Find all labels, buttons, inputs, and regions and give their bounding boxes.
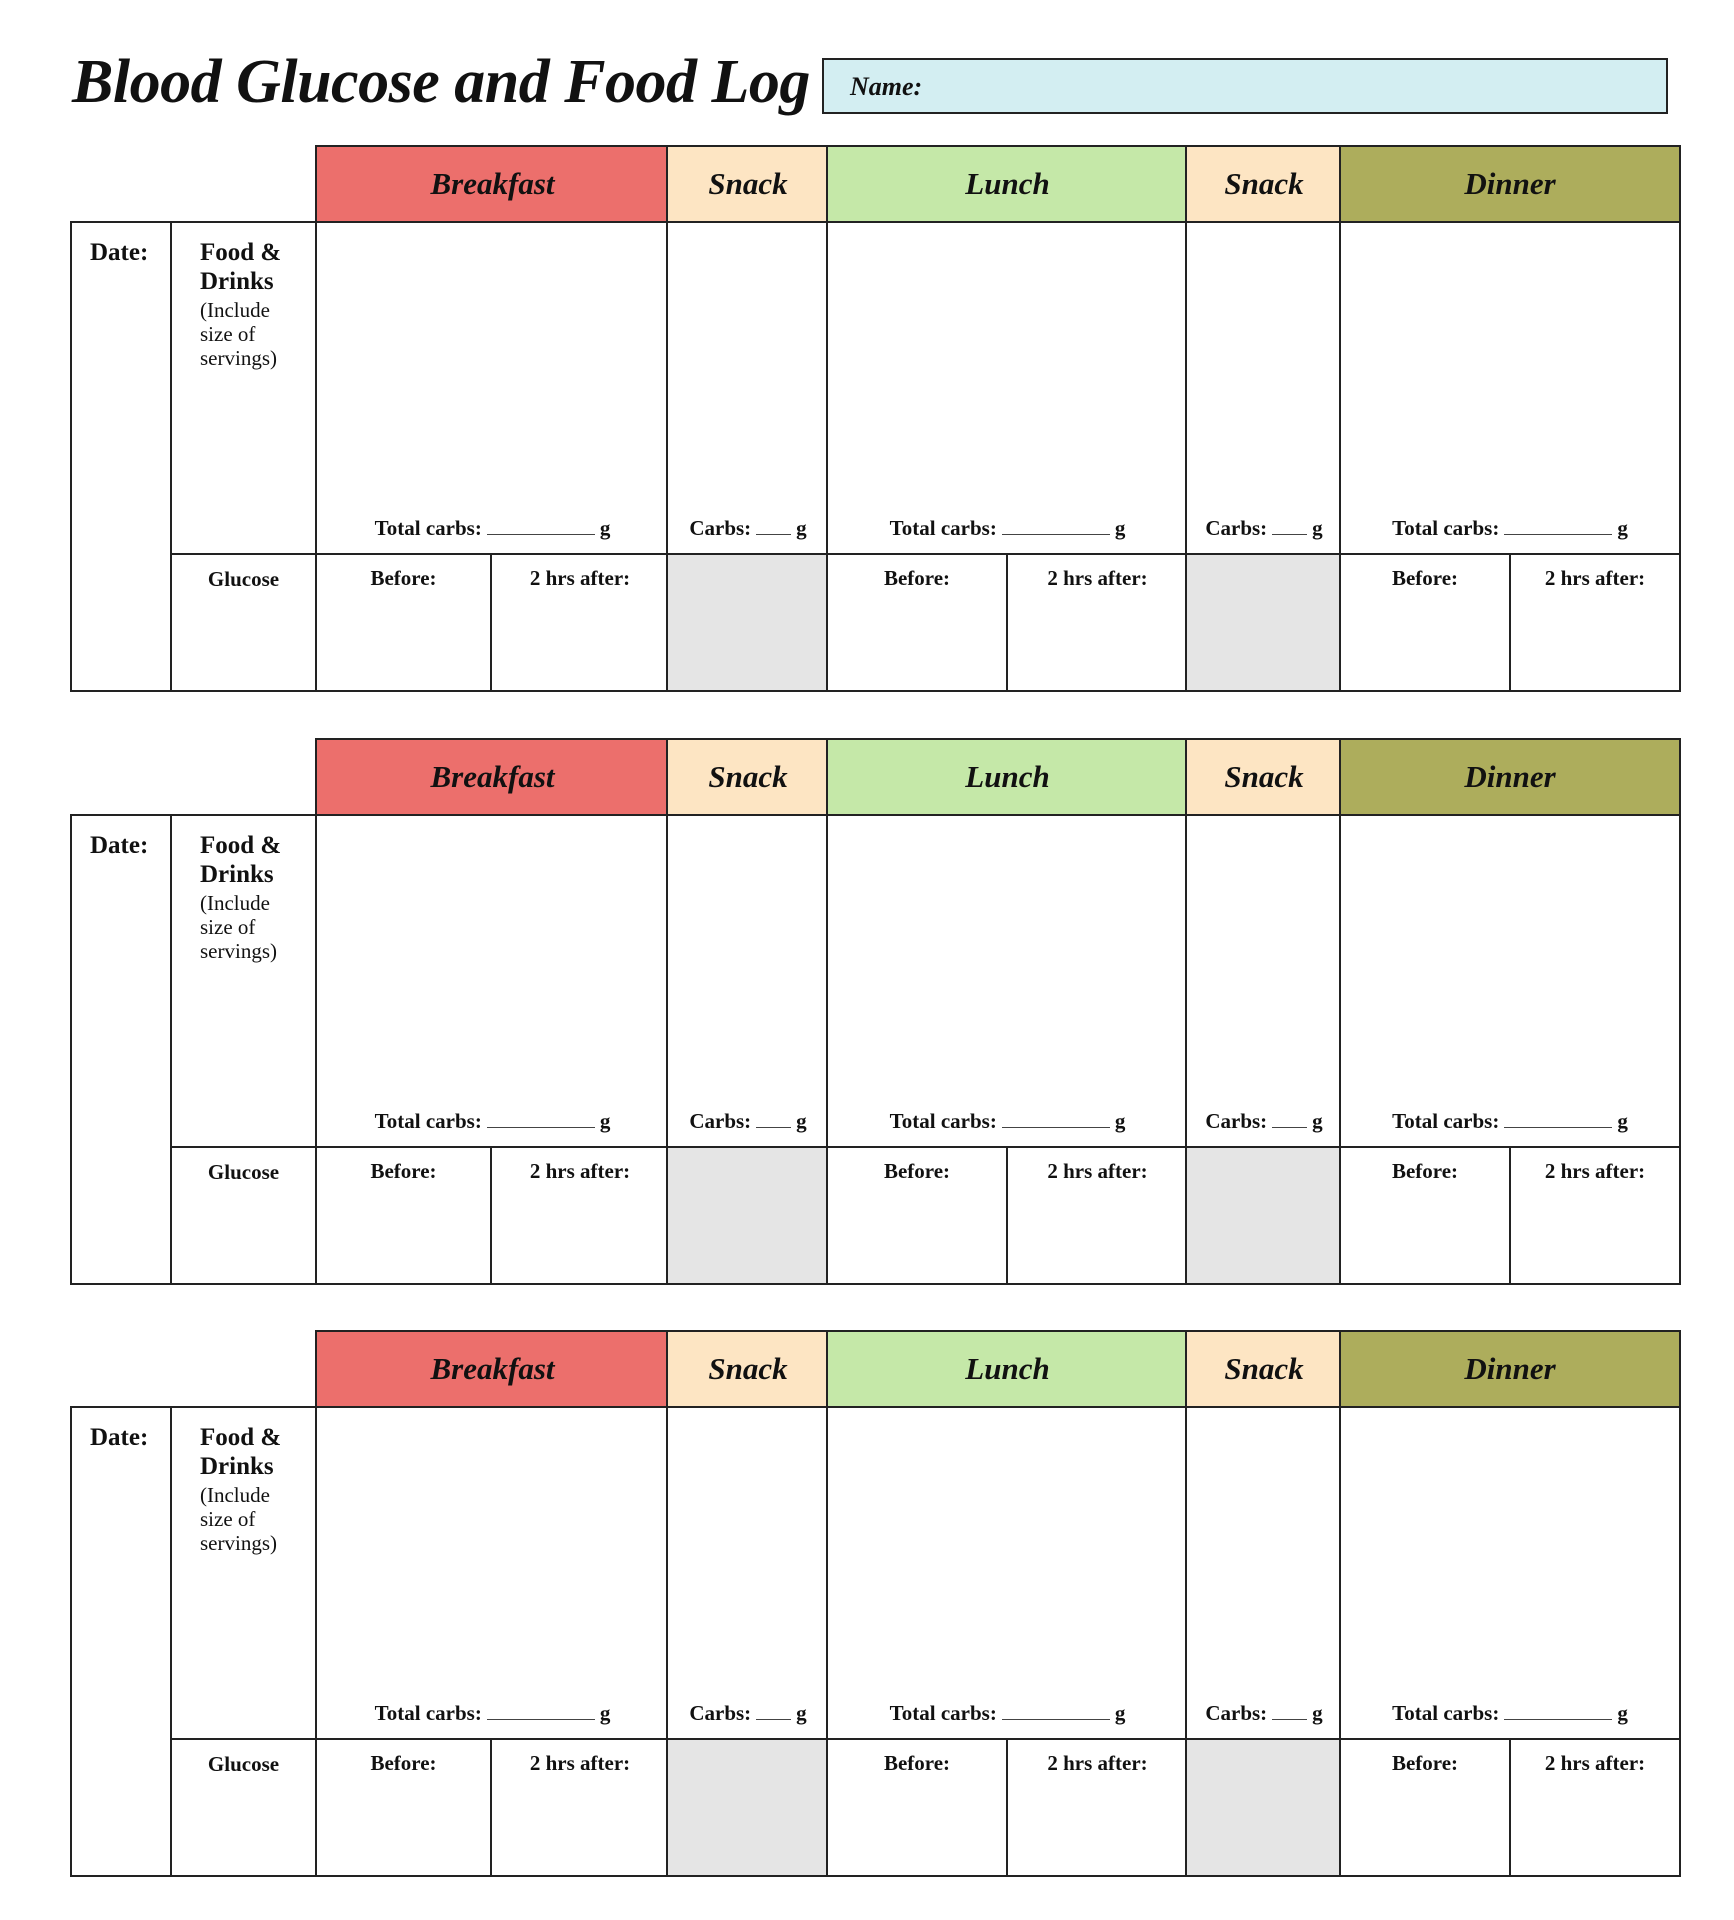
carbs-label: Total carbs: [374,516,482,540]
glucose-before[interactable] [826,1738,1008,1877]
food-entry[interactable] [1339,1406,1681,1740]
carbs-label: Total carbs: [1392,516,1500,540]
carbs-blank[interactable] [756,516,791,535]
carbs-label: Total carbs: [889,1701,997,1725]
log-block [0,738,1734,1283]
after-label: 2 hrs after: [529,1159,631,1183]
food-entry[interactable] [826,814,1189,1148]
before-label: Before: [370,1751,437,1775]
after-label: 2 hrs after: [1047,566,1148,590]
food-drinks-note: (Include size of servings) [200,298,277,370]
food-drinks-label: Food & Drinks [200,1424,282,1480]
glucose-before[interactable] [1339,1146,1511,1285]
carbs-blank[interactable] [1504,516,1612,535]
glucose-label: Glucose [207,567,280,591]
food-entry[interactable] [315,1406,670,1740]
carbs-unit: g [1312,1701,1323,1725]
glucose-after[interactable] [1006,553,1189,692]
date-label: Date: [90,832,149,859]
before-label: Before: [1391,1751,1459,1775]
food-entry[interactable] [826,1406,1189,1740]
carbs-line [317,1109,668,1134]
food-entry[interactable] [1339,814,1681,1148]
carbs-label: Total carbs: [1392,1701,1500,1725]
carbs-label: Carbs: [1205,1109,1268,1133]
carbs-label: Carbs: [1205,516,1268,540]
date-label: Date: [90,239,149,266]
glucose-na [1185,1738,1343,1877]
date-cell[interactable] [70,221,172,692]
food-drinks-label: Food & Drinks [200,239,282,295]
meal-header: Snack [666,1330,830,1408]
food-label-cell [170,814,317,1148]
carbs-unit: g [599,1109,611,1133]
meal-header: Snack [1185,145,1343,223]
glucose-before[interactable] [826,553,1008,692]
glucose-before[interactable] [315,1738,492,1877]
carbs-label: Total carbs: [374,1701,482,1725]
date-label: Date: [90,1424,149,1451]
carbs-line [668,1109,828,1134]
carbs-blank[interactable] [1002,1701,1110,1720]
carbs-unit: g [1114,1701,1126,1725]
carbs-line [317,516,668,541]
before-label: Before: [1391,566,1459,590]
carbs-blank[interactable] [1272,1701,1307,1720]
food-entry[interactable] [1185,221,1343,555]
carbs-blank[interactable] [1504,1701,1612,1720]
date-cell[interactable] [70,1406,172,1877]
food-entry[interactable] [1339,221,1681,555]
carbs-blank[interactable] [756,1109,791,1128]
carbs-line [1341,1109,1679,1134]
glucose-after[interactable] [490,553,670,692]
carbs-line [828,1701,1187,1726]
food-drinks-label: Food & Drinks [200,832,282,888]
meal-header: Breakfast [315,145,670,223]
glucose-before[interactable] [315,1146,492,1285]
carbs-unit: g [1114,1109,1126,1133]
before-label: Before: [883,566,951,590]
glucose-na [1185,1146,1343,1285]
before-label: Before: [370,1159,437,1183]
carbs-label: Carbs: [689,1701,752,1725]
carbs-unit: g [1312,516,1323,540]
meal-header: Snack [1185,1330,1343,1408]
date-cell[interactable] [70,814,172,1285]
food-entry[interactable] [1185,814,1343,1148]
glucose-after[interactable] [1509,1738,1681,1877]
food-entry[interactable] [666,221,830,555]
glucose-na [666,553,830,692]
glucose-before[interactable] [315,553,492,692]
meal-header: Breakfast [315,1330,670,1408]
after-label: 2 hrs after: [529,1751,631,1775]
carbs-line [317,1701,668,1726]
name-label: Name: [850,72,923,101]
carbs-label: Carbs: [689,516,752,540]
before-label: Before: [883,1159,951,1183]
glucose-after[interactable] [490,1738,670,1877]
carbs-label: Total carbs: [1392,1109,1500,1133]
before-label: Before: [1391,1159,1459,1183]
food-entry[interactable] [826,221,1189,555]
carbs-line [1187,1701,1341,1726]
glucose-before[interactable] [1339,553,1511,692]
glucose-label-cell [170,1738,317,1877]
carbs-unit: g [1617,1701,1628,1725]
carbs-line [668,516,828,541]
meal-header: Lunch [826,738,1189,816]
after-label: 2 hrs after: [1544,1159,1646,1183]
after-label: 2 hrs after: [1544,1751,1646,1775]
meal-header: Lunch [826,145,1189,223]
food-drinks-note: (Include size of servings) [200,1483,277,1555]
carbs-line [1341,1701,1679,1726]
carbs-unit: g [1114,516,1126,540]
glucose-before[interactable] [826,1146,1008,1285]
glucose-label-cell [170,553,317,692]
glucose-na [1185,553,1343,692]
meal-header: Snack [666,145,830,223]
food-label-cell [170,221,317,555]
meal-header: Lunch [826,1330,1189,1408]
carbs-label: Total carbs: [374,1109,482,1133]
carbs-unit: g [1617,1109,1628,1133]
glucose-label: Glucose [207,1160,280,1184]
carbs-unit: g [599,1701,611,1725]
glucose-after[interactable] [1509,553,1681,692]
carbs-unit: g [1617,516,1628,540]
carbs-blank[interactable] [487,1109,595,1128]
carbs-blank[interactable] [1272,516,1307,535]
carbs-label: Total carbs: [889,1109,997,1133]
carbs-line [1341,516,1679,541]
glucose-after[interactable] [1006,1738,1189,1877]
after-label: 2 hrs after: [529,566,631,590]
carbs-line [1187,516,1341,541]
meal-header: Snack [666,738,830,816]
carbs-unit: g [796,516,807,540]
food-entry[interactable] [1185,1406,1343,1740]
glucose-after[interactable] [1006,1146,1189,1285]
glucose-after[interactable] [1509,1146,1681,1285]
carbs-label: Carbs: [689,1109,752,1133]
carbs-label: Total carbs: [889,516,997,540]
log-block [0,1330,1734,1875]
after-label: 2 hrs after: [1047,1159,1148,1183]
carbs-line [828,1109,1187,1134]
carbs-blank[interactable] [487,1701,595,1720]
carbs-blank[interactable] [1504,1109,1612,1128]
glucose-na [666,1738,830,1877]
food-entry[interactable] [315,221,670,555]
page-title: Blood Glucose and Food Log [72,48,810,116]
food-entry[interactable] [315,814,670,1148]
food-drinks-note: (Include size of servings) [200,891,277,963]
log-block [0,145,1734,690]
glucose-label-cell [170,1146,317,1285]
carbs-blank[interactable] [1002,1109,1110,1128]
carbs-blank[interactable] [1272,1109,1307,1128]
carbs-unit: g [599,516,611,540]
glucose-after[interactable] [490,1146,670,1285]
carbs-blank[interactable] [756,1701,791,1720]
carbs-unit: g [1312,1109,1323,1133]
carbs-unit: g [796,1701,807,1725]
meal-header: Breakfast [315,738,670,816]
glucose-na [666,1146,830,1285]
before-label: Before: [883,1751,951,1775]
carbs-line [828,516,1187,541]
carbs-line [668,1701,828,1726]
after-label: 2 hrs after: [1544,566,1646,590]
food-entry[interactable] [666,814,830,1148]
glucose-label: Glucose [207,1752,280,1776]
glucose-before[interactable] [1339,1738,1511,1877]
food-entry[interactable] [666,1406,830,1740]
after-label: 2 hrs after: [1047,1751,1148,1775]
carbs-blank[interactable] [1002,516,1110,535]
meal-header: Dinner [1339,145,1681,223]
meal-header: Snack [1185,738,1343,816]
food-label-cell [170,1406,317,1740]
meal-header: Dinner [1339,1330,1681,1408]
carbs-blank[interactable] [487,516,595,535]
before-label: Before: [370,566,437,590]
carbs-unit: g [796,1109,807,1133]
carbs-line [1187,1109,1341,1134]
name-field[interactable] [822,58,1668,114]
carbs-label: Carbs: [1205,1701,1268,1725]
meal-header: Dinner [1339,738,1681,816]
